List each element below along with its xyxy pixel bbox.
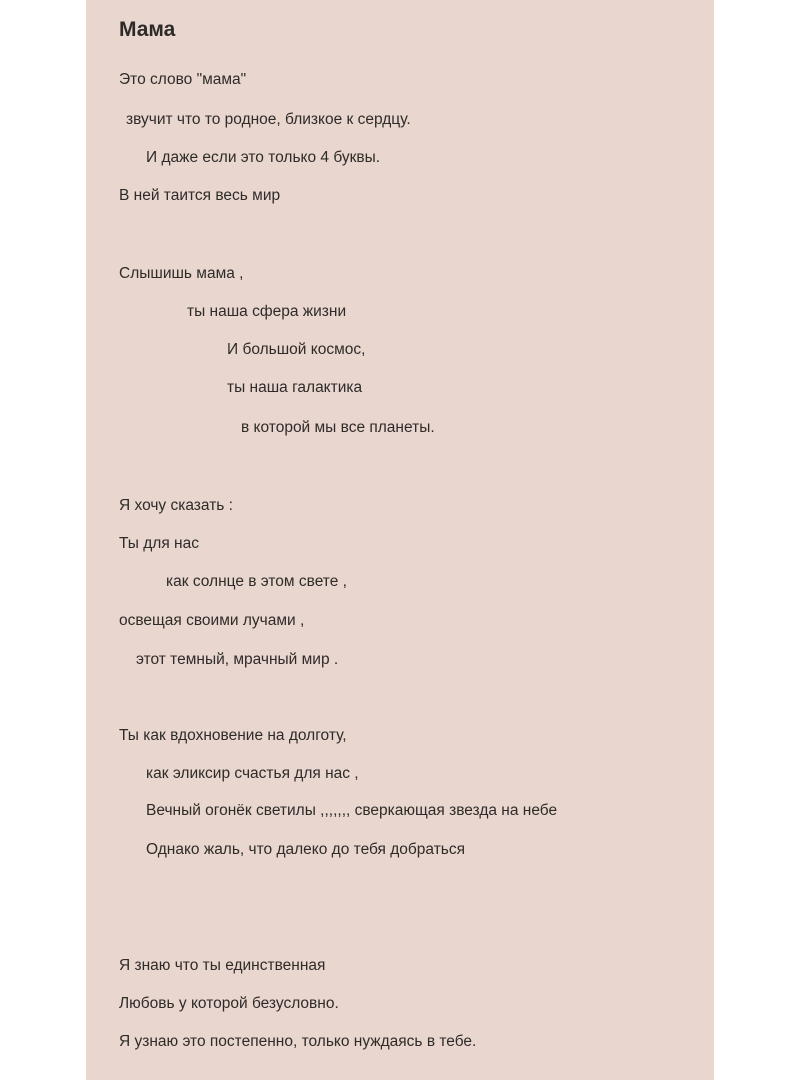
poem-line: Я узнаю это постепенно, только нуждаясь в тебе.	[119, 1033, 477, 1050]
poem-line: Ты как вдохновение на долготу,	[119, 727, 347, 744]
poem-line: Однако жаль, что далеко до тебя добраться	[146, 841, 466, 858]
poem-line: Вечный огонёк светилы ,,,,,,, сверкающая звезда на небе	[146, 802, 558, 819]
poem-line: Я хочу сказать :	[119, 497, 233, 514]
poem-line: в которой мы все планеты.	[241, 419, 435, 436]
poem-line: В ней таится весь мир	[119, 187, 281, 204]
poem-line: И большой космос,	[227, 341, 366, 358]
poem-title: Мама	[119, 18, 176, 41]
poem-line: как эликсир счастья для нас ,	[146, 765, 359, 782]
poem-line: Это слово "мама"	[119, 71, 247, 88]
poem-line: освещая своими лучами ,	[119, 612, 305, 629]
poem-page	[86, 0, 714, 1080]
poem-line: звучит что то родное, близкое к сердцу.	[126, 111, 411, 128]
poem-line: этот темный, мрачный мир .	[136, 651, 339, 668]
poem-line: И даже если это только 4 буквы.	[146, 149, 381, 166]
poem-line: Я знаю что ты единственная	[119, 957, 326, 974]
poem-line: Ты для нас	[119, 535, 199, 552]
poem-line: ты наша галактика	[227, 379, 363, 396]
poem-line: как солнце в этом свете ,	[166, 573, 347, 590]
poem-line: ты наша сфера жизни	[187, 303, 347, 320]
poem-line: Любовь у которой безусловно.	[119, 995, 339, 1012]
poem-line: Слышишь мама ,	[119, 265, 244, 282]
